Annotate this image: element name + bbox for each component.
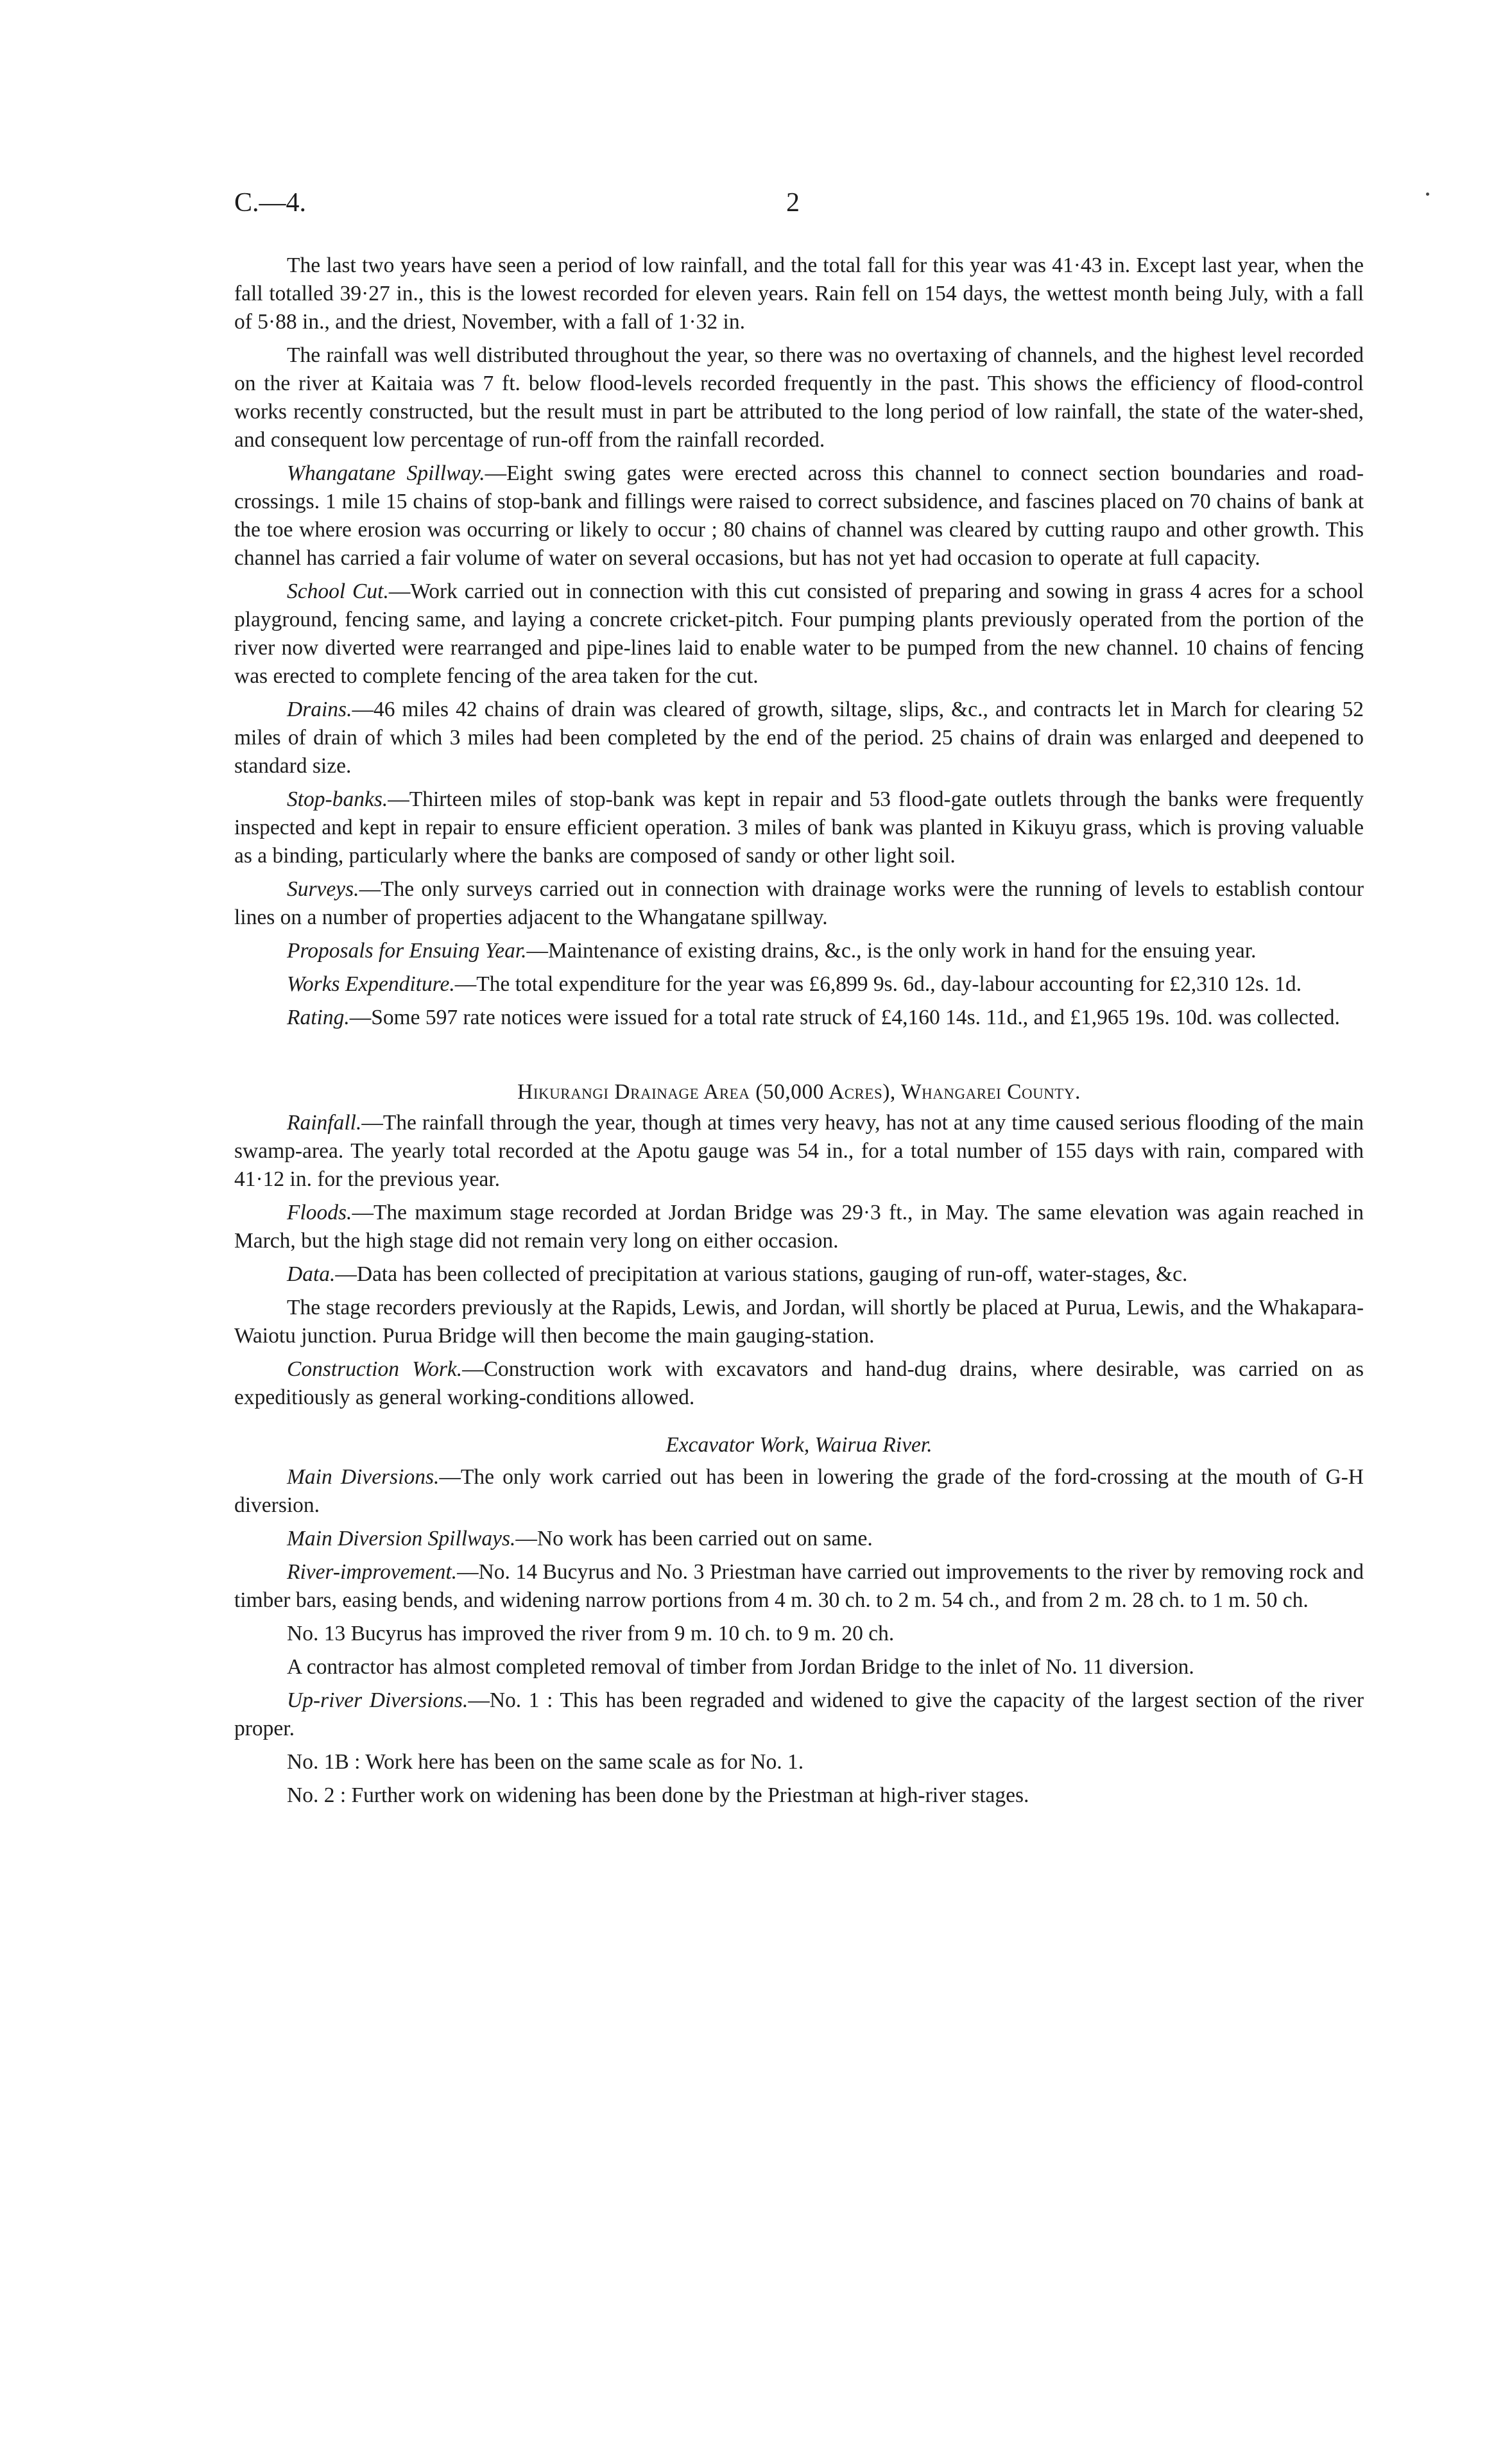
paragraph-main-diversions	[234, 1463, 1364, 1520]
subsection-title: Excavator Work, Wairua River.	[666, 1433, 932, 1457]
paragraph-text: —Some 597 rate notices were issued for a total rate struck of £4,160 14s. 11d., and £1,965 19s. 10d. was collected.	[349, 1006, 1340, 1029]
paragraph-text: —Eight swing gates were erected across this channel to connect section boundaries and road-crossings. 1 mile 15 chains of stop-bank and fillings were raised to correct subsidence, and fascines placed on 70 chains of bank at the toe where erosion was occurring or likely to occur ; 80 chains of channel was cleared by cutting raupo and other growth. This channel has carried a fair volume of water on several occasions, but has not yet had occasion to operate at full capacity.	[234, 461, 1364, 570]
paragraph-data	[234, 1260, 1364, 1289]
page-number: 2	[786, 188, 800, 218]
paragraph-rating	[234, 1004, 1364, 1032]
paragraph-bucyrus-13: No. 13 Bucyrus has improved the river from 9 m. 10 ch. to 9 m. 20 ch.	[287, 1622, 895, 1645]
paragraph-heading: Construction Work.	[287, 1357, 463, 1381]
paragraph-contractor: A contractor has almost completed removal of timber from Jordan Bridge to the inlet of No. 11 diversion.	[287, 1655, 1194, 1679]
paragraph-text: —The only work carried out has been in lowering the grade of the ford-crossing at the mouth of G-H diversion.	[234, 1465, 1364, 1517]
paragraph-drains	[234, 696, 1364, 780]
paragraph-whangatane-spillway	[234, 459, 1364, 572]
paragraph-text: —Thirteen miles of stop-bank was kept in repair and 53 flood-gate outlets through the banks were frequently inspected and kept in repair to ensure efficient operation. 3 miles of bank was planted in Kikuyu grass, which is proving valuable as a binding, particularly where the banks are composed of sandy or other light soil.	[234, 787, 1364, 868]
paragraph-text: —The total expenditure for the year was £6,899 9s. 6d., day-labour accounting for £2,310 12s. 1d.	[454, 972, 1302, 996]
scan-speck	[1426, 193, 1429, 196]
paragraph-text: —The maximum stage recorded at Jordan Bridge was 29·3 ft., in May. The same elevation was again reached in March, but the high stage did not remain very long on either occasion.	[234, 1201, 1364, 1253]
paragraph-up-river-diversions	[234, 1687, 1364, 1743]
paragraph-heading: River-improvement.	[287, 1560, 458, 1584]
paragraph-heading: Whangatane Spillway.	[287, 461, 485, 485]
paragraph-river-improvement	[234, 1558, 1364, 1615]
paragraph-text: —46 miles 42 chains of drain was cleared of growth, siltage, slips, &c., and contracts let in March for clearing 52 miles of drain of which 3 miles had been completed by the end of the period. 25 chains of drain was enlarged and deepened to standard size.	[234, 698, 1364, 778]
paragraph-construction-work	[234, 1355, 1364, 1412]
paragraph-heading: Works Expenditure.	[287, 972, 455, 996]
paragraph-works-expenditure	[234, 970, 1364, 999]
paragraph-heading: Main Diversion Spillways.	[287, 1527, 516, 1550]
paragraph-text: —No. 1 : This has been regraded and widened to give the capacity of the largest section of the river proper.	[234, 1688, 1364, 1740]
paragraph-heading: Proposals for Ensuing Year.	[287, 939, 527, 963]
paragraph-heading: Rainfall.	[287, 1111, 362, 1135]
paragraph-heading: Up-river Diversions.	[287, 1688, 468, 1712]
paragraph-no-1b: No. 1B : Work here has been on the same scale as for No. 1.	[287, 1750, 804, 1774]
paragraph-heading: Main Diversions.	[287, 1465, 440, 1489]
paragraph-heading: Rating.	[287, 1006, 350, 1029]
paragraph-hikurangi-rainfall	[234, 1109, 1364, 1194]
paragraph-text: —No work has been carried out on same.	[515, 1527, 873, 1550]
paragraph-heading: Drains.	[287, 698, 352, 721]
paragraph-text: —Construction work with excavators and hand-dug drains, where desirable, was carried on as expeditiously as general working-conditions allowed.	[234, 1357, 1364, 1409]
paragraph-stage-recorders: The stage recorders previously at the Rapids, Lewis, and Jordan, will shortly be placed at Purua, Lewis, and the Whakapara-Waiotu junction. Purua Bridge will then become the main gauging-station.	[234, 1296, 1364, 1348]
paragraph-rainfall-summary: The last two years have seen a period of low rainfall, and the total fall for this year was 41·43 in. Except last year, when the fall totalled 39·27 in., this is the lowest recorded for eleven years. Rain fell on 154 days, the wettest month being July, with a fall of 5·88 in., and the driest, November, with a fall of 1·32 in.	[234, 253, 1364, 334]
paragraph-heading: Surveys.	[287, 877, 359, 901]
paragraph-text: —Data has been collected of precipitation at various stations, gauging of run-off, water-stages, &c.	[335, 1262, 1188, 1286]
paragraph-surveys	[234, 875, 1364, 932]
page-header	[234, 187, 1364, 226]
paragraph-floods	[234, 1199, 1364, 1255]
paragraph-text: —Maintenance of existing drains, &c., is the only work in hand for the ensuing year.	[526, 939, 1257, 963]
document-body	[234, 252, 1364, 1815]
paragraph-heading: School Cut.	[287, 579, 389, 603]
paragraph-text: —Work carried out in connection with this cut consisted of preparing and sowing in grass 4 acres for a school playground, fencing same, and laying a concrete cricket-pitch. Four pumping plants previously operated from the portion of the river now diverted were rearranged and pipe-lines laid to enable water to be pumped from the new channel. 10 chains of fencing was erected to complete fencing of the area taken for the cut.	[234, 579, 1364, 688]
paragraph-proposals	[234, 937, 1364, 965]
paragraph-text: —The only surveys carried out in connection with drainage works were the running of levels to establish contour lines on a number of properties adjacent to the Whangatane spillway.	[234, 877, 1364, 929]
paragraph-text: —No. 14 Bucyrus and No. 3 Priestman have carried out improvements to the river by removing rock and timber bars, easing bends, and widening narrow portions from 4 m. 30 ch. to 2 m. 54 ch., and from 2 m. 28 ch. to 1 m. 50 ch.	[234, 1560, 1364, 1612]
paragraph-heading: Stop-banks.	[287, 787, 388, 811]
report-reference: C.—4.	[234, 188, 307, 218]
paragraph-heading: Data.	[287, 1262, 336, 1286]
section-title	[234, 1078, 1364, 1106]
paragraph-heading: Floods.	[287, 1201, 352, 1224]
paragraph-rainfall-distribution: The rainfall was well distributed throughout the year, so there was no overtaxing of channels, and the highest level recorded on the river at Kaitaia was 7 ft. below flood-levels recorded frequently in the past. This shows the efficiency of flood-control works recently constructed, but the result must in part be attributed to the long period of low rainfall, the state of the water-shed, and consequent low percentage of run-off from the rainfall recorded.	[234, 343, 1364, 452]
paragraph-stop-banks	[234, 785, 1364, 870]
section-title-text: Hikurangi Drainage Area (50,000 Acres), Whangarei County.	[517, 1080, 1081, 1104]
paragraph-school-cut	[234, 578, 1364, 691]
paragraph-text: —The rainfall through the year, though at times very heavy, has not at any time caused serious flooding of the main swamp-area. The yearly total recorded at the Apotu gauge was 54 in., for a total number of 155 days with rain, compared with 41·12 in. for the previous year.	[234, 1111, 1364, 1191]
paragraph-main-diversion-spillways	[234, 1525, 1364, 1553]
paragraph-no-2: No. 2 : Further work on widening has been done by the Priestman at high-river stages.	[287, 1783, 1029, 1807]
